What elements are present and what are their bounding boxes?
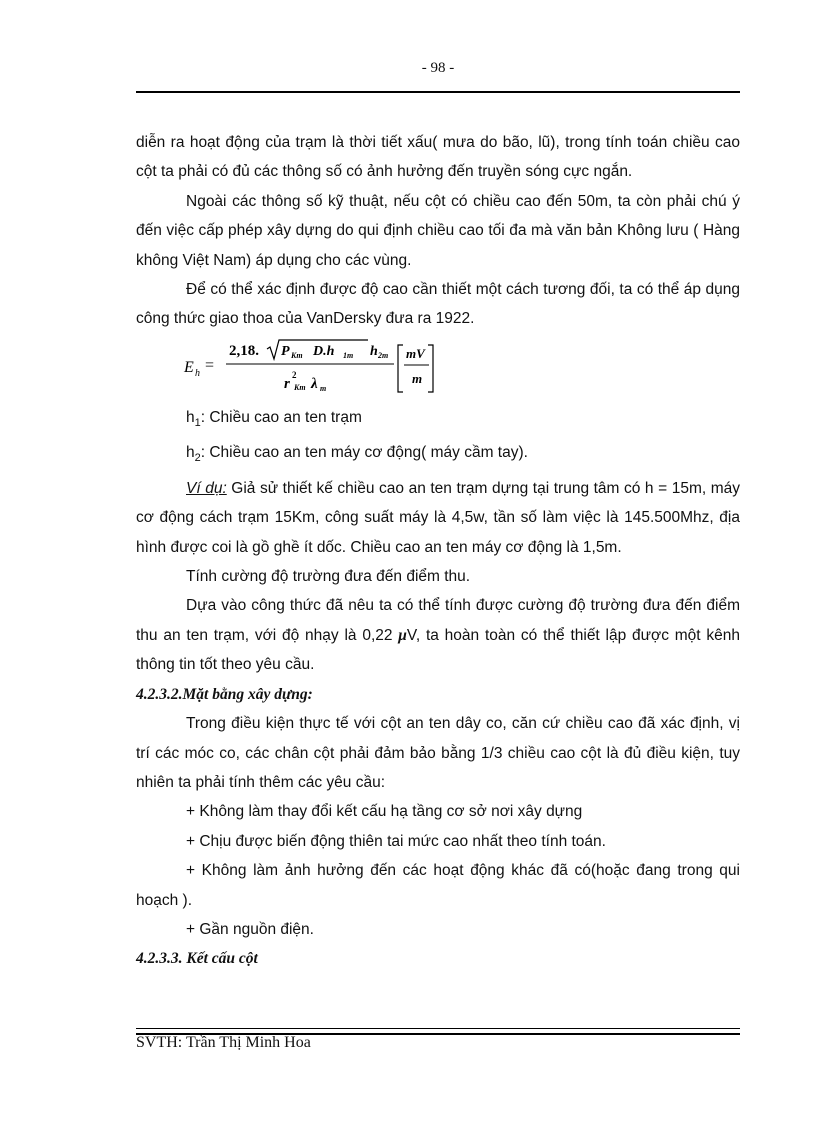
formula-r: r — [284, 375, 290, 392]
section-heading-4232: 4.2.3.2.Mặt bằng xây dựng: — [136, 685, 313, 703]
paragraph-height-permit: Ngoài các thông số kỹ thuật, nếu cột có chiều cao đến 50m, ta còn phải chú ý đến việc cấp phép xây dựng do qui định chiều cao tối đa mà văn bản Không lưu ( Hàng không Việt Nam) áp dụng cho các vùng. — [136, 192, 740, 269]
mu-symbol: μ — [398, 626, 407, 644]
requirement-item: + Không làm thay đổi kết cấu hạ tầng cơ sở nơi xây dựng — [186, 803, 583, 821]
section-heading-4233: 4.2.3.3. Kết cấu cột — [136, 950, 258, 968]
formula-h2-sub: 2m — [378, 350, 389, 360]
formula-lambda: λ — [311, 375, 318, 392]
unit-bracket-left — [398, 345, 403, 392]
header-rule — [136, 91, 740, 93]
formula-lhs: E — [184, 358, 194, 376]
calculation-line: Tính cường độ trường đưa đến điểm thu. — [186, 568, 471, 586]
formula-unit-numerator: mV — [406, 345, 425, 361]
formula-unit-denominator: m — [412, 370, 423, 386]
formula-lhs-sub: h — [195, 367, 200, 379]
requirement-item: + Không làm ảnh hưởng đến các hoạt động khác đã có(hoặc đang trong qui hoạch ). — [136, 862, 740, 909]
unit-bracket-right — [428, 345, 433, 392]
formula-Dh: D.h — [313, 343, 335, 359]
page-content — [136, 128, 740, 974]
formula-h1-sub: 1m — [343, 350, 354, 360]
vandersky-formula — [136, 337, 740, 399]
footer-author: SVTH: Trần Thị Minh Hoa — [136, 1034, 311, 1051]
example-paragraph: Ví dụ: Giả sử thiết kế chiều cao an ten trạm dựng tại trung tâm có h = 15m, máy cơ động cách trạm 15Km, công suất máy là 4,5w, tần số làm việc là 145.500Mhz, địa hình được coi là gồ ghề ít dốc. Chiều cao an ten máy cơ động là 1,5m. — [136, 479, 740, 556]
page-number: - 98 - — [421, 60, 455, 76]
example-label: Ví dụ: — [186, 479, 227, 497]
paragraph-vandersky: Để có thể xác định được độ cao cần thiết một cách tương đối, ta có thể áp dụng công thức giao thoa của VanDersky đưa ra 1922. — [136, 281, 740, 328]
formula-lambda-sub: m — [320, 383, 327, 393]
formula-graphic — [136, 337, 436, 399]
requirement-item: + Gần nguồn điện. — [186, 920, 314, 938]
formula-equals: = — [205, 356, 215, 374]
definition-h2: $h_2$: Chiều cao an ten máy cơ động( máy cầm tay). — [186, 444, 528, 465]
result-paragraph: Dựa vào công thức đã nêu ta có thể tính được cường độ trường đưa đến điểm thu an ten trạm, với độ nhạy là 0,22 μV, ta hoàn toàn có thể thiết lập được một kênh thông tin tốt theo yêu cầu. — [136, 597, 740, 674]
formula-r-sup: 2 — [292, 369, 297, 380]
formula-P-sub: Km — [291, 350, 303, 360]
formula-h2: h — [370, 343, 378, 359]
paragraph-site: Trong điều kiện thực tế với cột an ten dây co, căn cứ chiều cao đã xác định, vị trí các móc co, các chân cột phải đảm bảo bằng 1/3 chiều cao cột là đủ điều kiện, tuy nhiên ta phải tính thêm các yêu cầu: — [136, 715, 740, 791]
formula-P: P — [281, 343, 290, 359]
requirement-item: + Chịu được biến động thiên tai mức cao nhất theo tính toán. — [186, 832, 606, 850]
formula-r-sub: Km — [294, 382, 306, 392]
definition-h1: $h_1$: Chiều cao an ten trạm — [186, 408, 362, 429]
formula-coefficient: 2,18. — [229, 342, 259, 359]
paragraph-intro: diễn ra hoạt động của trạm là thời tiết xấu( mưa do bão, lũ), trong tính toán chiều cao cột ta phải có đủ các thông số có ảnh hưởng đến truyền sóng cực ngắn. — [136, 134, 740, 181]
